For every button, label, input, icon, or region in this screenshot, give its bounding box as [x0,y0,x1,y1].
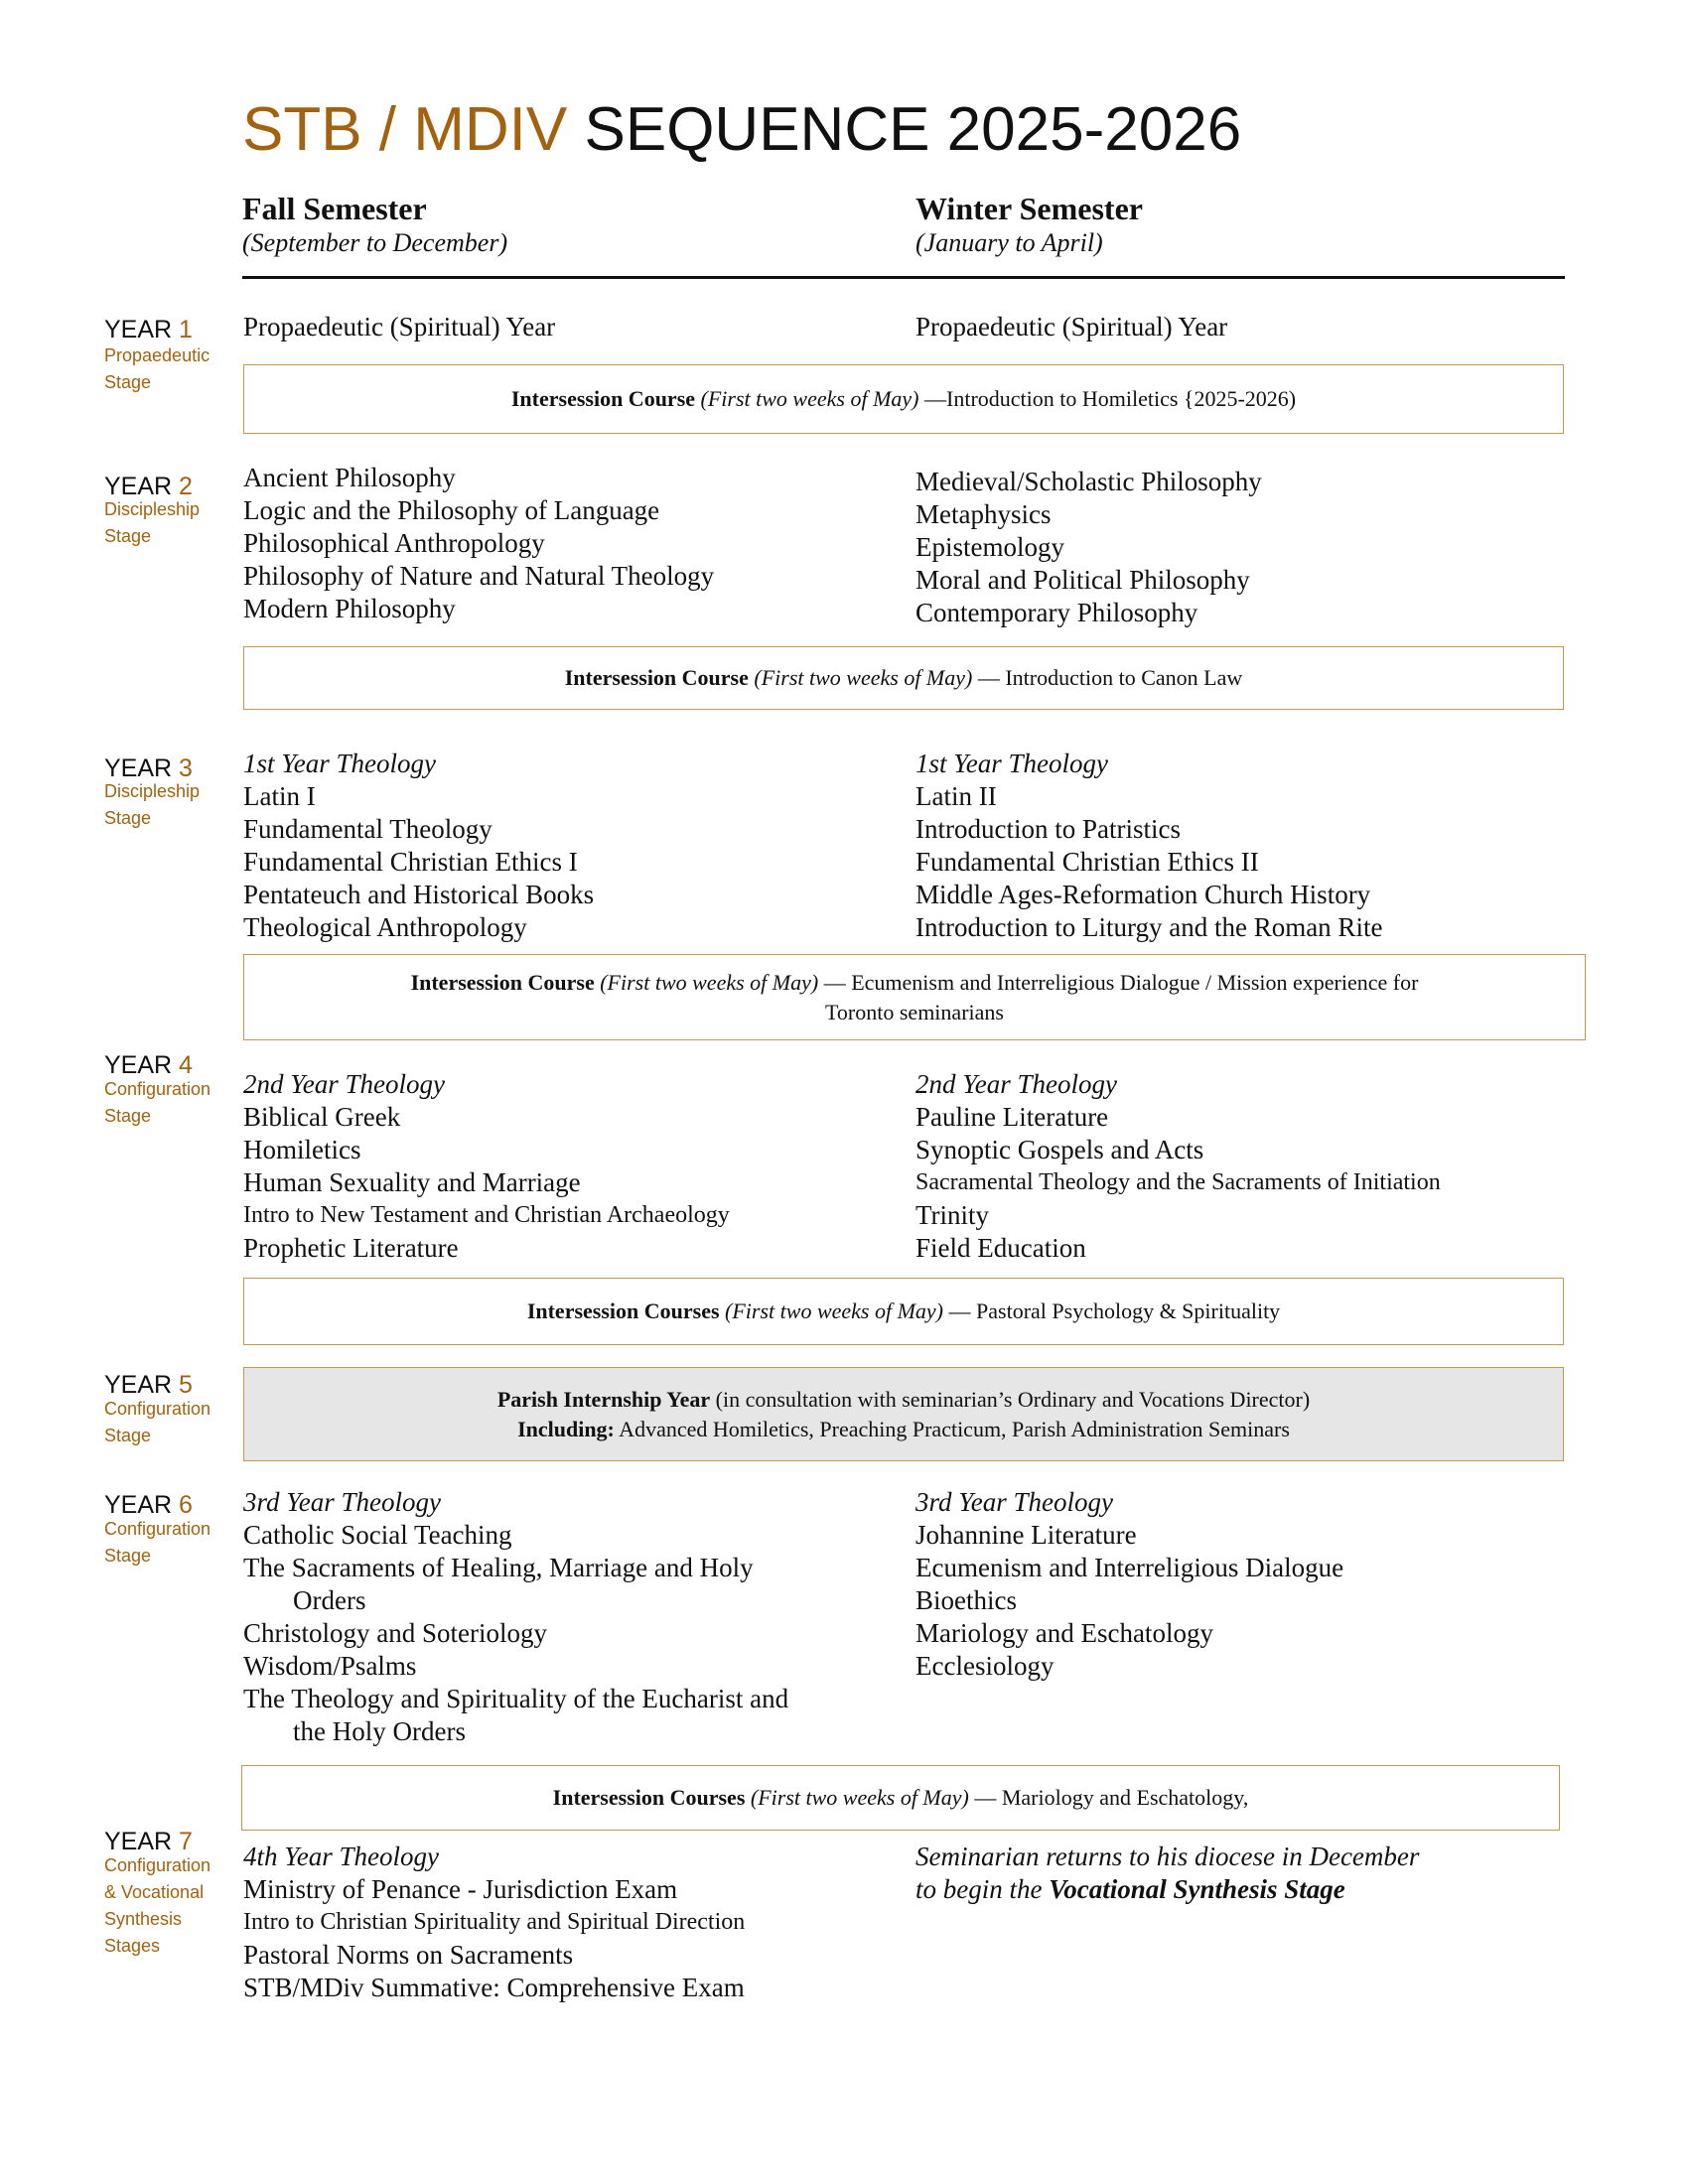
intersession-box-3 [243,954,1586,1040]
stage-line: Stage [104,808,152,828]
course-item: Biblical Greek [243,1102,401,1132]
course-item: Homiletics [243,1135,361,1164]
course-item: Contemporary Philosophy [915,598,1198,627]
year-word: YEAR [104,1491,173,1519]
year-2-stage [104,496,243,550]
course-item: Latin II [915,781,997,811]
stage-line: Discipleship [104,781,201,801]
course-item: The Sacraments of Healing, Marriage and Holy [243,1553,754,1582]
internship-text: (in consultation with seminarian’s Ordinary and Vocations Director) [710,1386,1311,1412]
theology-year-heading: 1st Year Theology [915,749,1109,778]
course-item: Middle Ages-Reformation Church History [915,880,1371,909]
course-item: Propaedeutic (Spiritual) Year [243,312,556,341]
course-item: Mariology and Eschatology [915,1618,1213,1648]
theology-year-heading: 1st Year Theology [243,749,437,778]
intersession-label: Intersession Courses [526,1298,720,1323]
stage-line: Stage [104,372,152,392]
stage-line: Stage [104,526,152,546]
parish-internship-box [243,1367,1564,1461]
course-item: Ministry of Penance - Jurisdiction Exam [243,1874,678,1904]
intersession-text-line2: Toronto seminarians [825,999,1004,1024]
intersession-box-1 [243,364,1564,434]
course-item: Intro to New Testament and Christian Archaeology [243,1202,730,1228]
year-number: 5 [179,1371,193,1399]
intersession-text: — Introduction to Canon Law [972,665,1243,690]
stage-line: Synthesis [104,1909,183,1929]
year-4-winter [915,1068,1441,1265]
stage-line: & Vocational [104,1882,205,1902]
title-rest: SEQUENCE 2025-2026 [567,95,1242,164]
course-item: Catholic Social Teaching [243,1520,512,1550]
year-1-label [104,315,193,344]
year-4-stage [104,1076,243,1130]
year-5-stage [104,1396,243,1449]
year-word: YEAR [104,1828,173,1855]
stage-line: Configuration [104,1399,211,1419]
year-number: 2 [179,473,193,500]
winter-semester-heading: Winter Semester [915,191,1143,226]
header-divider [242,276,1565,279]
intersession-text: — Pastoral Psychology & Spirituality [943,1298,1281,1323]
course-item: Field Education [915,1233,1086,1263]
theology-year-heading: 2nd Year Theology [915,1069,1118,1099]
course-item: Johannine Literature [915,1520,1137,1550]
winter-note-text: to begin the [915,1874,1050,1904]
winter-semester-dates: (January to April) [915,228,1103,257]
stage-line: Stage [104,1426,152,1445]
year-3-stage [104,778,243,832]
intersession-text: —Introduction to Homiletics {2025-2026) [918,386,1297,411]
year-1-stage [104,342,243,396]
course-item: Fundamental Theology [243,814,492,844]
year-6-winter [915,1486,1343,1683]
year-7-stage [104,1852,243,1960]
course-item: Introduction to Patristics [915,814,1181,844]
course-item: Ancient Philosophy [243,463,456,492]
stage-line: Stages [104,1936,161,1956]
course-item: Propaedeutic (Spiritual) Year [915,312,1228,341]
course-item: Fundamental Christian Ethics II [915,847,1259,877]
course-item: Latin I [243,781,316,811]
course-item: Human Sexuality and Marriage [243,1167,581,1197]
course-item: Pentateuch and Historical Books [243,880,595,909]
internship-including-label: Including: [517,1416,615,1441]
course-item: The Theology and Spirituality of the Eucharist and [243,1684,789,1713]
course-item: Christology and Soteriology [243,1618,547,1648]
course-item: Epistemology [915,532,1064,562]
year-3-fall [243,748,594,944]
course-item: Intro to Christian Spirituality and Spiritual Direction [243,1909,746,1935]
year-4-fall [243,1068,730,1265]
course-item: Synoptic Gospels and Acts [915,1135,1204,1164]
stage-line: Stage [104,1106,152,1126]
intersession-when: (First two weeks of May) [594,969,819,995]
stage-line: Configuration [104,1855,211,1875]
year-number: 1 [179,316,193,343]
year-number: 7 [179,1828,193,1855]
internship-including-text: Advanced Homiletics, Preaching Practicum, Parish Administration Seminars [614,1416,1290,1441]
year-7-fall [243,1841,745,2004]
year-6-fall [243,1486,788,1748]
theology-year-heading: 3rd Year Theology [915,1487,1114,1517]
winter-note-line [915,1873,1419,1906]
intersession-when: (First two weeks of May) [745,1785,969,1810]
course-item: Prophetic Literature [243,1233,459,1263]
intersession-box-2 [243,646,1564,710]
intersession-box-4 [243,1278,1564,1345]
course-item: Philosophy of Nature and Natural Theology [243,561,715,591]
year-7-winter [915,1841,1419,1906]
course-item: Modern Philosophy [243,594,456,623]
course-item: Medieval/Scholastic Philosophy [915,467,1262,496]
course-item: Ecclesiology [915,1651,1055,1681]
year-3-winter [915,748,1382,944]
year-1-fall [243,311,555,343]
intersession-label: Intersession Course [564,665,749,690]
year-word: YEAR [104,1051,173,1079]
internship-label: Parish Internship Year [496,1386,711,1412]
stage-line: Configuration [104,1519,211,1539]
course-item: Trinity [915,1200,990,1230]
intersession-box-5 [241,1765,1560,1831]
year-2-winter [915,466,1262,629]
year-number: 6 [179,1491,193,1519]
page-title [242,94,1241,166]
course-item: Introduction to Liturgy and the Roman Rite [915,912,1383,942]
theology-year-heading: 3rd Year Theology [243,1487,442,1517]
theology-year-heading: 4th Year Theology [243,1842,440,1871]
fall-semester-dates: (September to December) [242,228,508,257]
title-accent: STB / MDIV [242,95,568,164]
stage-line: Propaedeutic [104,345,211,365]
year-number: 4 [179,1051,193,1079]
intersession-when: (First two weeks of May) [719,1298,944,1323]
course-item: Sacramental Theology and the Sacraments of Initiation [915,1169,1441,1195]
course-item: Moral and Political Philosophy [915,565,1250,595]
intersession-when: (First two weeks of May) [748,665,973,690]
intersession-text: — Mariology and Eschatology, [968,1785,1249,1810]
course-item: Ecumenism and Interreligious Dialogue [915,1553,1344,1582]
course-item: Pauline Literature [915,1102,1109,1132]
course-item: Theological Anthropology [243,912,527,942]
fall-semester-heading: Fall Semester [242,191,427,226]
course-item-continued: the Holy Orders [293,1716,466,1746]
stage-line: Configuration [104,1079,211,1099]
stage-line: Stage [104,1546,152,1566]
course-item: STB/MDiv Summative: Comprehensive Exam [243,1973,745,2002]
year-6-stage [104,1516,243,1570]
year-word: YEAR [104,1371,173,1399]
year-word: YEAR [104,316,173,343]
year-word: YEAR [104,754,173,782]
year-2-fall [243,462,714,625]
intersession-label: Intersession Courses [552,1785,746,1810]
course-item: Bioethics [915,1585,1017,1615]
course-item: Fundamental Christian Ethics I [243,847,578,877]
course-item: Wisdom/Psalms [243,1651,417,1681]
winter-note-line: Seminarian returns to his diocese in December [915,1842,1420,1871]
stage-line: Discipleship [104,499,201,519]
course-item: Pastoral Norms on Sacraments [243,1940,574,1970]
intersession-text: — Ecumenism and Interreligious Dialogue / Mission experience for [818,969,1419,995]
intersession-label: Intersession Course [510,386,696,411]
vocational-synthesis-emphasis: Vocational Synthesis Stage [1049,1874,1345,1904]
year-1-winter [915,311,1227,343]
theology-year-heading: 2nd Year Theology [243,1069,446,1099]
course-item: Logic and the Philosophy of Language [243,495,660,525]
year-number: 3 [179,754,193,782]
course-item: Metaphysics [915,499,1052,529]
intersession-label: Intersession Course [410,969,595,995]
course-item-continued: Orders [293,1585,366,1615]
course-item: Philosophical Anthropology [243,528,545,558]
year-word: YEAR [104,473,173,500]
intersession-when: (First two weeks of May) [695,386,919,411]
